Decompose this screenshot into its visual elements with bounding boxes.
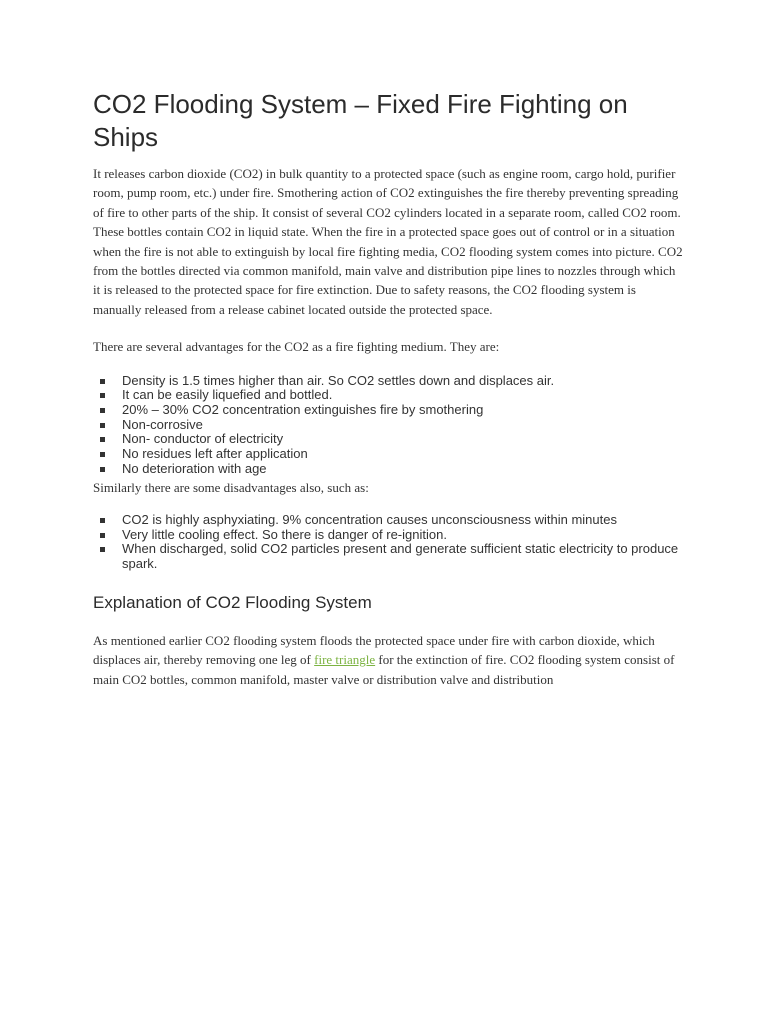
list-item-text: CO2 is highly asphyxiating. 9% concentration causes unconsciousness within minutes xyxy=(122,511,617,527)
square-bullet-icon xyxy=(100,547,105,552)
explanation-text-start: As mentioned earlier CO2 flooding system floods the protected space under fire with carbon dioxide, which displaces air, thereby removing one leg of xyxy=(93,632,655,668)
list-item xyxy=(93,462,683,477)
square-bullet-icon xyxy=(100,393,105,398)
square-bullet-icon xyxy=(100,437,105,442)
square-bullet-icon xyxy=(100,423,105,428)
list-item-text: Non-corrosive xyxy=(122,416,203,432)
list-item xyxy=(93,388,683,403)
square-bullet-icon xyxy=(100,467,105,472)
list-item-text: Non- conductor of electricity xyxy=(122,431,284,447)
list-item-text: Very little cooling effect. So there is danger of re-ignition. xyxy=(122,526,447,542)
square-bullet-icon xyxy=(100,518,105,523)
list-item-text: No residues left after application xyxy=(122,446,308,462)
disadvantages-list xyxy=(93,513,683,572)
intro-paragraph: It releases carbon dioxide (CO2) in bulk quantity to a protected space (such as engine room, cargo hold, purifier room, pump room, etc.) under fire. Smothering action of CO2 extinguishes the fire thereby preventing spreading of fire to other parts of the ship. It consist of several CO2 cylinders located in a separate room, called CO2 room. These bottles contain CO2 in liquid state. When the fire in a protected space goes out of control or in a situation when the fire is not able to extinguish by local fire fighting media, CO2 flooding system comes into picture. CO2 from the bottles directed via common manifold, main valve and distribution pipe lines to nozzles through which it is released to the protected space for fire extinction. Due to safety reasons, the CO2 flooding system is manually released from a release cabinet located outside the protected space. xyxy=(93,166,683,317)
disadvantages-intro: Similarly there are some disadvantages also, such as: xyxy=(93,479,369,495)
list-item-text: 20% – 30% CO2 concentration extinguishes fire by smothering xyxy=(122,402,484,418)
list-item xyxy=(93,542,683,571)
list-item-text: It can be easily liquefied and bottled. xyxy=(122,387,333,403)
list-item xyxy=(93,374,683,389)
square-bullet-icon xyxy=(100,533,105,538)
explanation-paragraph xyxy=(93,631,683,689)
section-heading: Explanation of CO2 Flooding System xyxy=(93,592,372,612)
fire-triangle-link[interactable]: fire triangle xyxy=(314,652,376,668)
list-item-text: When discharged, solid CO2 particles present and generate sufficient static electricity to produce spark. xyxy=(122,541,679,572)
article xyxy=(93,88,683,689)
square-bullet-icon xyxy=(100,452,105,457)
square-bullet-icon xyxy=(100,379,105,384)
list-item xyxy=(93,403,683,418)
list-item xyxy=(93,432,683,447)
list-item-text: No deterioration with age xyxy=(122,460,267,476)
page-title: CO2 Flooding System – Fixed Fire Fighting on Ships xyxy=(93,89,628,152)
advantages-list xyxy=(93,374,683,477)
explanation-text-end: for the extinction of fire. CO2 flooding system consist of main CO2 bottles, common manifold, master valve or distribution valve and distribution xyxy=(93,652,675,687)
list-item xyxy=(93,513,683,528)
square-bullet-icon xyxy=(100,408,105,413)
list-item-text: Density is 1.5 times higher than air. So CO2 settles down and displaces air. xyxy=(122,372,555,388)
list-item xyxy=(93,447,683,462)
advantages-intro: There are several advantages for the CO2 as a fire fighting medium. They are: xyxy=(93,339,500,355)
list-item xyxy=(93,528,683,543)
list-item xyxy=(93,418,683,433)
